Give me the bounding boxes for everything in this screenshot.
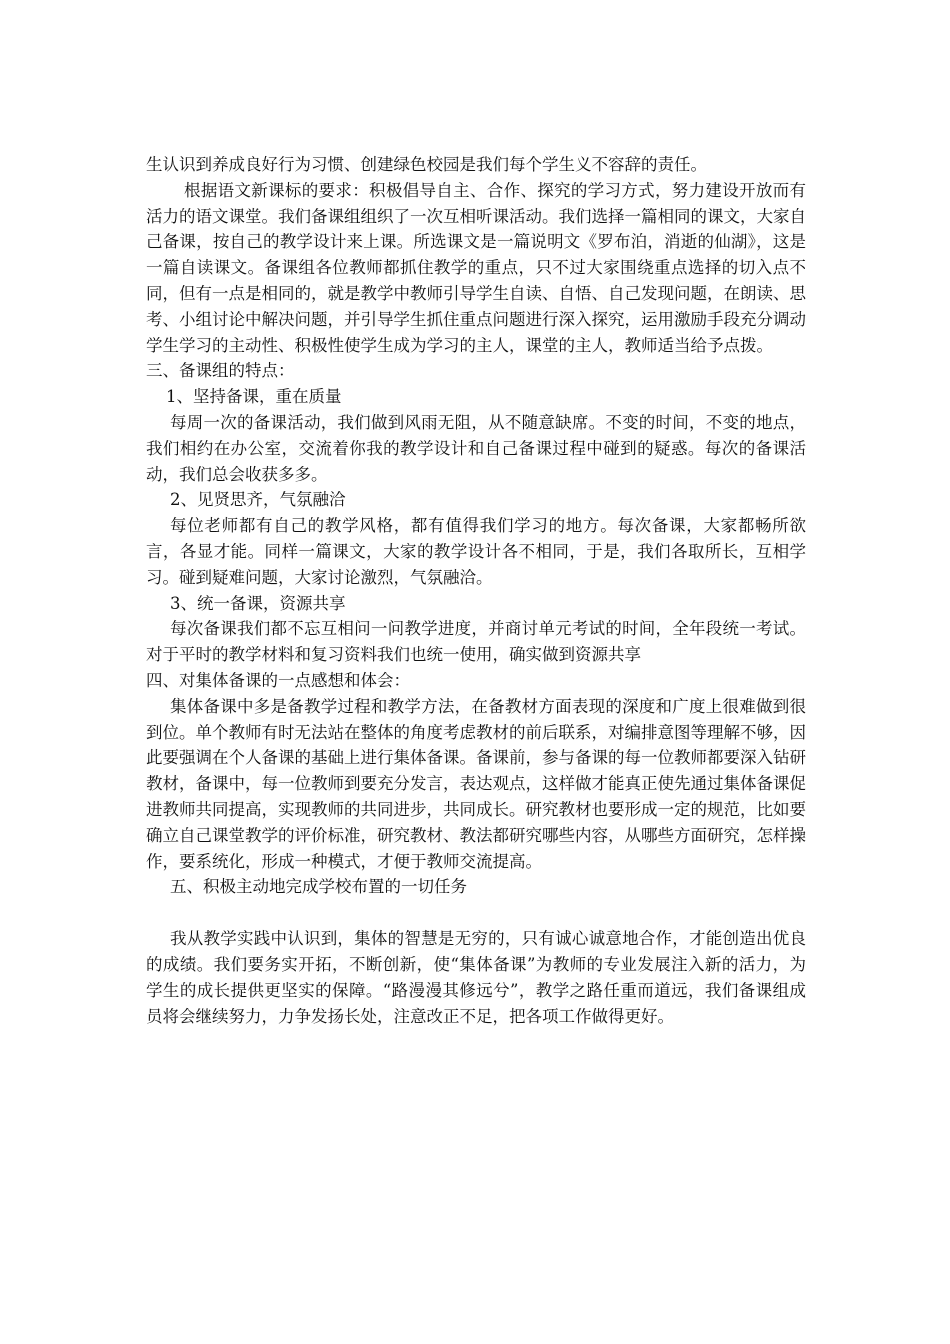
paragraph-conclusion: 我从教学实践中认识到，集体的智慧是无穷的，只有诚心诚意地合作，才能创造出优良的成绩。我们要务实开拓，不断创新，使“集体备课”为教师的专业发展注入新的活力，为学生的成长提供更坚实的保障。“路漫漫其修远兮”，教学之路任重而道远，我们备课组成员将会继续努力，力争发扬长处，注意改正不足，把各项工作做得更好。 [146,929,806,1026]
section-heading-5: 五、积极主动地完成学校布置的一切任务 [170,877,467,897]
section-heading-3: 三、备课组的特点： [146,361,295,381]
paragraph-subheading-3: 每次备课我们都不忘互相问一问教学进度，并商讨单元考试的时间，全年段统一考试。对于平时的教学材料和复习资料我们也统一使用，确实做到资源共享 [146,619,806,665]
document-body [146,152,806,1029]
paragraph-subheading-2: 每位老师都有自己的教学风格，都有值得我们学习的地方。每次备课，大家都畅所欲言，各显才能。同样一篇课文，大家的教学设计各不相同，于是，我们各取所长，互相学习。碰到疑难问题，大家讨论激烈，气氛融洽。 [146,516,806,587]
paragraph-subheading-1: 每周一次的备课活动，我们做到风雨无阻，从不随意缺席。不变的时间，不变的地点，我们相约在办公室，交流着你我的教学设计和自己备课过程中碰到的疑惑。每次的备课活动，我们总会收获多多。 [146,412,806,484]
paragraph-continuation: 生认识到养成良好行为习惯、创建绿色校园是我们每个学生义不容辞的责任。 [146,155,707,174]
paragraph-section-4: 集体备课中多是备教学过程和教学方法，在备教材方面表现的深度和广度上很难做到很到位。单个教师有时无法站在整体的角度考虑教材的前后联系，对编排意图等理解不够，因此要强调在个人备课的基础上进行集体备课。备课前，参与备课的每一位教师都要深入钻研教材，备课中，每一位教师到要充分发言，表达观点，这样做才能真正使先通过集体备课促进教师共同提高，实现教师的共同进步，共同成长。研究教材也要形成一定的规范，比如要确立自己课堂教学的评价标准，研究教材、教法都研究哪些内容，从哪些方面研究，怎样操作，要系统化，形成一种模式，才便于教师交流提高。 [146,696,806,871]
blank-line [146,900,806,926]
section-heading-4: 四、对集体备课的一点感想和体会： [146,670,410,690]
subheading-2: 2、见贤思齐，气氛融洽 [170,490,346,510]
subheading-3: 3、统一备课，资源共享 [170,593,346,613]
paragraph-listening-activity: 根据语文新课标的要求：积极倡导自主、合作、探究的学习方式，努力建设开放而有活力的语文课堂。我们备课组组织了一次互相听课活动。我们选择一篇相同的课文，大家自己备课，按自己的教学设计来上课。所选课文是一篇说明文《罗布泊，消逝的仙湖》，这是一篇自读课文。备课组各位教师都抓住教学的重点，只不过大家围绕重点选择的切入点不同，但有一点是相同的，就是教学中教师引导学生自读、自悟、自己发现问题，在朗读、思考、小组讨论中解决问题，并引导学生抓住重点问题进行深入探究，运用激励手段充分调动学生学习的主动性、积极性使学生成为学习的主人，课堂的主人，教师适当给予点拨。 [146,180,806,355]
subheading-1: 1、坚持备课，重在质量 [166,387,342,407]
